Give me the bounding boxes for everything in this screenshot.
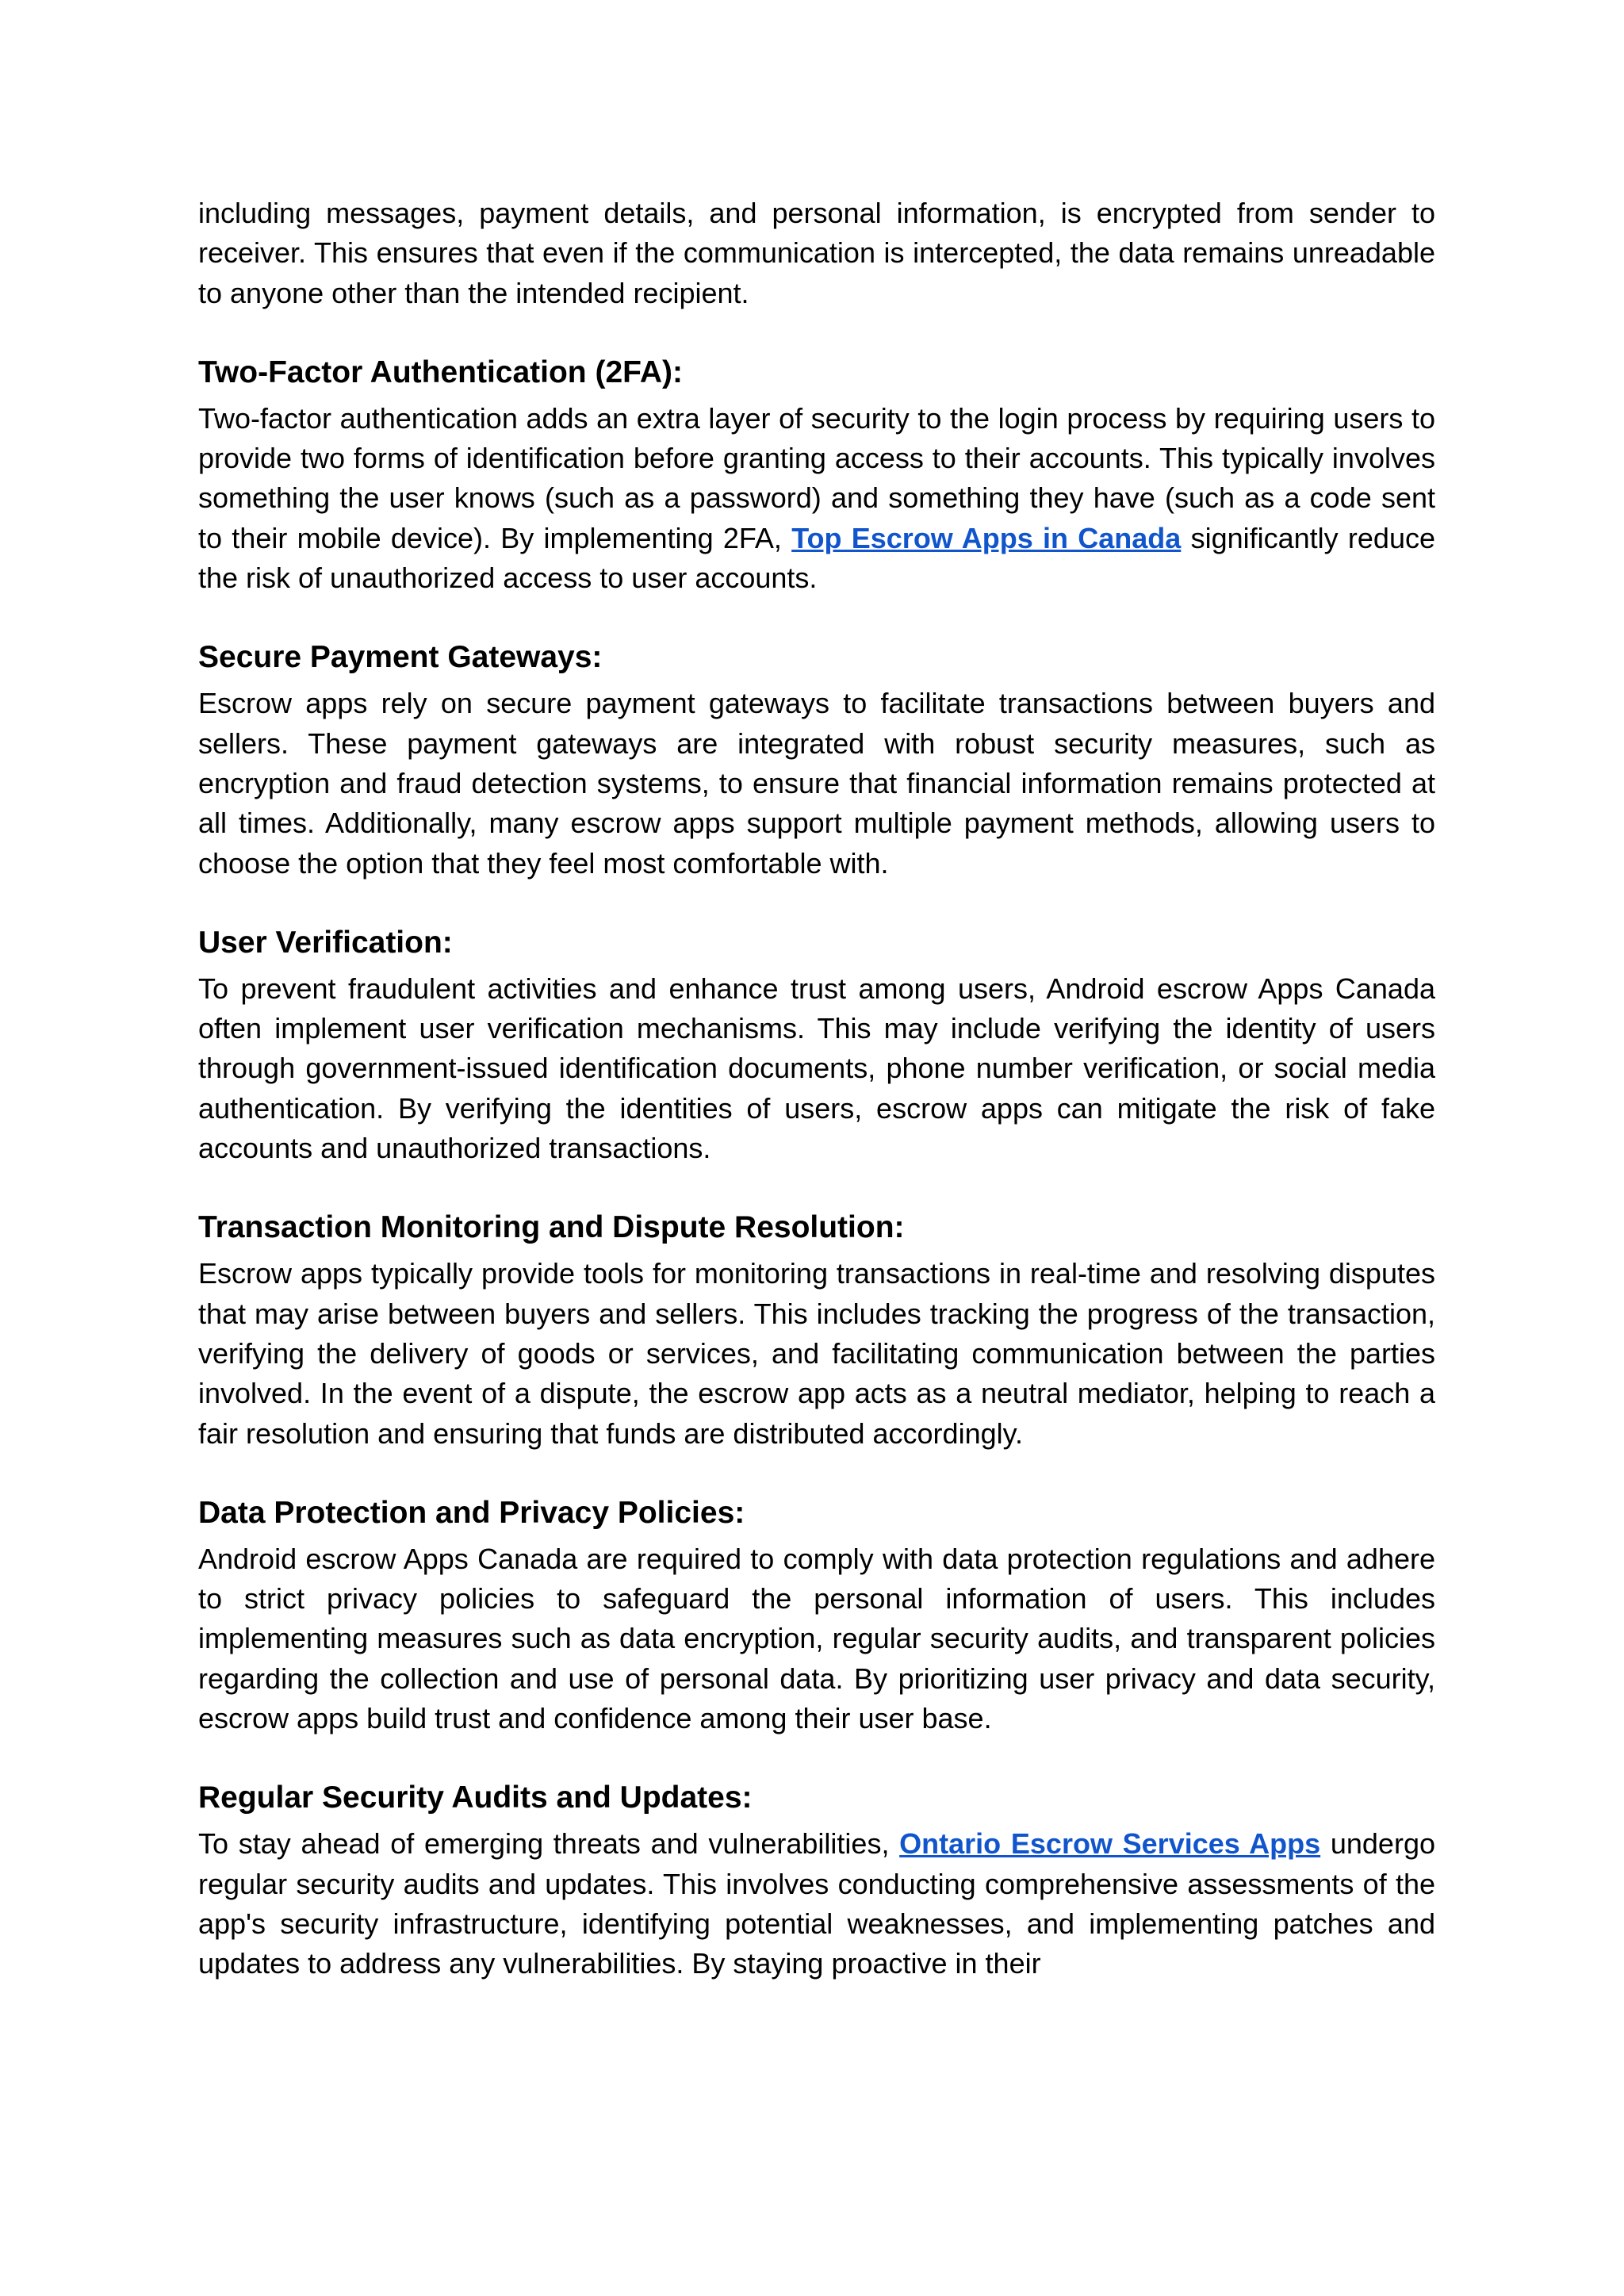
section-gap [198, 1168, 1435, 1208]
section-paragraph: To prevent fraudulent activities and enhance trust among users, Android escrow Apps Canada often implement user verification mechanisms. This may include verifying the identity of users through government-issued identification documents, phone number verification, or social media authentication. By verifying the identities of users, escrow apps can mitigate the risk of fake accounts and unauthorized transactions. [198, 972, 1435, 1165]
document-page [198, 194, 1435, 1984]
section-gap [198, 884, 1435, 923]
section-paragraph: Escrow apps rely on secure payment gateways to facilitate transactions between buyers and sellers. These payment gateways are integrated with robust security measures, such as encryption and fraud detection systems, to ensure that financial information remains protected at all times. Additionally, many escrow apps support multiple payment methods, allowing users to choose the option that they feel most comfortable with. [198, 687, 1435, 880]
section-two-factor [198, 353, 1435, 598]
paragraph-text: Two-factor authentication adds an extra layer of security to the login process by requiring users to provide two forms of identification before granting access to their accounts. This typically involves something the user knows (such as a password) and something they have (such as a code sent to their mobile device). By implementing 2FA, [198, 401, 1435, 554]
section-security-audits [198, 1778, 1435, 1984]
section-gap [198, 1738, 1435, 1778]
paragraph-text: To stay ahead of emerging threats and vulnerabilities, [198, 1827, 900, 1861]
section-heading: User Verification: [198, 925, 453, 960]
section-payment-gateways [198, 638, 1435, 883]
section-user-verification [198, 923, 1435, 1168]
section-gap [198, 313, 1435, 353]
section-gap [198, 1454, 1435, 1493]
section-paragraph: Escrow apps typically provide tools for monitoring transactions in real-time and resolving disputes that may arise between buyers and sellers. This includes tracking the progress of the transaction, verifying the delivery of goods or services, and facilitating communication between the parties involved. In the event of a dispute, the escrow app acts as a neutral mediator, helping to reach a fair resolution and ensuring that funds are distributed accordingly. [198, 1257, 1435, 1450]
ontario-escrow-services-link[interactable]: Ontario Escrow Services Apps [899, 1827, 1321, 1861]
paragraph-text: undergo regular security audits and updates. This involves conducting comprehensive assessments of the app's security infrastructure, identifying potential weaknesses, and implementing patches and updates to address any vulnerabilities. By staying proactive in their [198, 1827, 1435, 1980]
section-heading: Transaction Monitoring and Dispute Resolution: [198, 1210, 905, 1245]
section-heading: Secure Payment Gateways: [198, 640, 603, 675]
top-escrow-apps-link[interactable]: Top Escrow Apps in Canada [791, 521, 1182, 554]
section-transaction-monitoring [198, 1208, 1435, 1453]
section-heading: Regular Security Audits and Updates: [198, 1780, 753, 1815]
section-paragraph [198, 1824, 1435, 1984]
section-gap [198, 598, 1435, 638]
section-paragraph [198, 399, 1435, 598]
paragraph-text: significantly reduce the risk of unauthorized access to user accounts. [198, 521, 1436, 595]
section-heading: Data Protection and Privacy Policies: [198, 1495, 745, 1530]
section-data-protection [198, 1493, 1435, 1738]
section-heading: Two-Factor Authentication (2FA): [198, 355, 683, 389]
section-paragraph: Android escrow Apps Canada are required to comply with data protection regulations and adhere to strict privacy policies to safeguard the personal information of users. This includes implementing measures such as data encryption, regular security audits, and transparent policies regarding the collection and use of personal data. By prioritizing user privacy and data security, escrow apps build trust and confidence among their user base. [198, 1542, 1435, 1735]
intro-paragraph: including messages, payment details, and personal information, is encrypted from sender to receiver. This ensures that even if the communication is intercepted, the data remains unreadable to anyone other than the intended recipient. [198, 197, 1435, 309]
